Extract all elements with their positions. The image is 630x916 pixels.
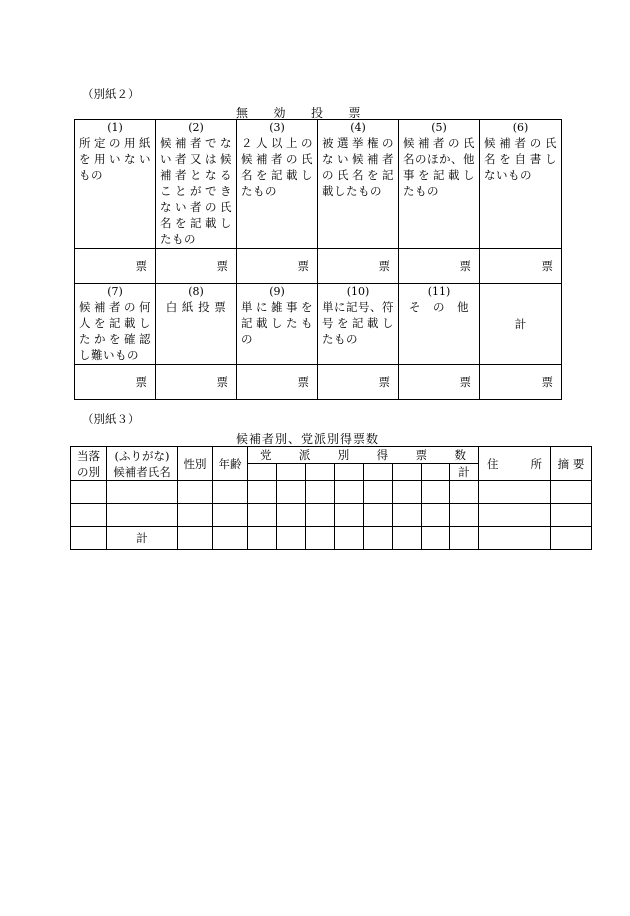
category-description-line: ない候補者 [322, 152, 394, 166]
category-number: (4) [350, 121, 366, 134]
category-description-line: 被選挙権の [322, 136, 394, 150]
table-row [71, 504, 592, 527]
header-sex: 性別 [178, 447, 213, 481]
category-number: (10) [346, 285, 370, 298]
table-row [71, 481, 592, 504]
category-description-line: 人を記載し [79, 316, 151, 330]
category-number: (6) [512, 121, 529, 134]
vote-unit-cell: 票 [156, 249, 237, 284]
category-number: (9) [269, 285, 285, 298]
category-description-line: 記載したも [241, 316, 313, 330]
header-address: 住 所 [479, 447, 551, 481]
vote-unit-cell: 票 [399, 249, 480, 284]
invalid-category-cell [75, 284, 156, 365]
invalid-category-cell [237, 284, 318, 365]
invalid-category-cell [318, 284, 399, 365]
party-votes-header-char: 得 [376, 448, 389, 462]
vote-unit-cell: 票 [75, 249, 156, 284]
invalid-category-cell [480, 120, 562, 249]
invalid-category-cell [237, 120, 318, 249]
category-description-line: 名のほか、他 [403, 152, 475, 166]
category-description-line: たもの [241, 184, 277, 198]
category-description-line: 白 紙 投 票 [165, 300, 227, 314]
vote-unit-cell: 票 [75, 365, 156, 400]
category-description-line: 事を記載し [403, 168, 475, 182]
category-description-line: たかを確認 [79, 332, 151, 346]
category-description-line: たもの [403, 184, 439, 198]
category-description-line: ことができ [160, 184, 232, 198]
annex3-title: 候補者別、党派別得票数 [236, 432, 380, 446]
annex3-label: （別紙３） [82, 412, 140, 426]
total-label: 計 [107, 527, 178, 550]
category-description-line: 載したもの [322, 184, 382, 198]
category-number: (8) [188, 285, 204, 298]
category-description-line: たもの [160, 232, 196, 246]
annex2-label: （別紙２） [82, 87, 140, 101]
category-description-line: 候補者でな [160, 136, 232, 150]
vote-unit-cell: 票 [480, 249, 562, 284]
category-number: (2) [188, 121, 204, 134]
category-description-line: の氏名を記 [322, 168, 394, 182]
category-description-line: ２人以上の [241, 136, 313, 150]
category-number: (1) [107, 121, 123, 134]
category-description-line: い者又は候 [160, 152, 232, 166]
annex2-title: 無 効 投 票 [236, 106, 362, 120]
party-votes-header-char: 数 [454, 448, 466, 462]
category-description-line: ないもの [484, 168, 532, 182]
party-votes-header-char: 別 [337, 448, 350, 462]
header-party-total: 計 [450, 464, 479, 481]
invalid-votes-table [74, 119, 562, 400]
header-candidate-name: (ふりがな) 候補者氏名 [107, 447, 178, 481]
total-row [71, 527, 592, 550]
category-description-line: を用いない [79, 152, 151, 166]
category-description-line: 名を記載し [241, 168, 313, 182]
invalid-category-cell [75, 120, 156, 249]
category-description-line: 号を記載し [322, 316, 394, 330]
category-description-line: 候補者の氏 [241, 152, 313, 166]
category-description-line: ない者の氏 [160, 200, 232, 214]
category-number: (5) [431, 121, 447, 134]
category-description-line: 候補者の氏 [403, 136, 475, 150]
header-tou-raku: 当落 の別 [71, 447, 107, 481]
vote-unit-cell: 票 [480, 365, 562, 400]
category-number: (7) [107, 285, 123, 298]
vote-unit-cell: 票 [237, 365, 318, 400]
party-votes-header-char: 票 [415, 448, 428, 462]
category-description-line: 候補者の何 [79, 300, 151, 314]
party-votes-header-char: 派 [298, 448, 311, 462]
category-description-line: 名を自書し [484, 152, 557, 166]
category-description-line: 名を記載し [160, 216, 232, 230]
category-description-line: そ の 他 [409, 300, 469, 314]
vote-unit-cell: 票 [399, 365, 480, 400]
invalid-category-cell [399, 120, 480, 249]
invalid-category-cell [156, 120, 237, 249]
category-description-line: もの [79, 168, 103, 182]
invalid-category-cell [156, 284, 237, 365]
header-age: 年齢 [213, 447, 248, 481]
invalid-category-cell [399, 284, 480, 365]
category-description-line: 候補者の氏 [484, 136, 557, 150]
category-description-line: 単に雑事を [241, 300, 313, 314]
vote-unit-cell: 票 [237, 249, 318, 284]
category-description-line: 所定の用紙 [79, 136, 151, 150]
category-number: (3) [269, 121, 285, 134]
vote-unit-cell: 票 [156, 365, 237, 400]
category-description-line: たもの [322, 332, 358, 346]
party-votes-header-char: 党 [260, 448, 272, 462]
category-description-line: 補者となる [160, 168, 232, 182]
header-party-votes [248, 447, 479, 464]
category-number: (11) [427, 285, 451, 298]
votes-by-candidate-table [70, 446, 592, 550]
header-notes: 摘 要 [551, 447, 592, 481]
category-description-line: の [241, 332, 253, 346]
vote-unit-cell: 票 [318, 365, 399, 400]
vote-unit-cell: 票 [318, 249, 399, 284]
invalid-category-cell [318, 120, 399, 249]
category-description-line: 単に記号、符 [322, 300, 394, 314]
total-label: 計 [480, 284, 562, 365]
category-description-line: し難いもの [79, 348, 139, 362]
